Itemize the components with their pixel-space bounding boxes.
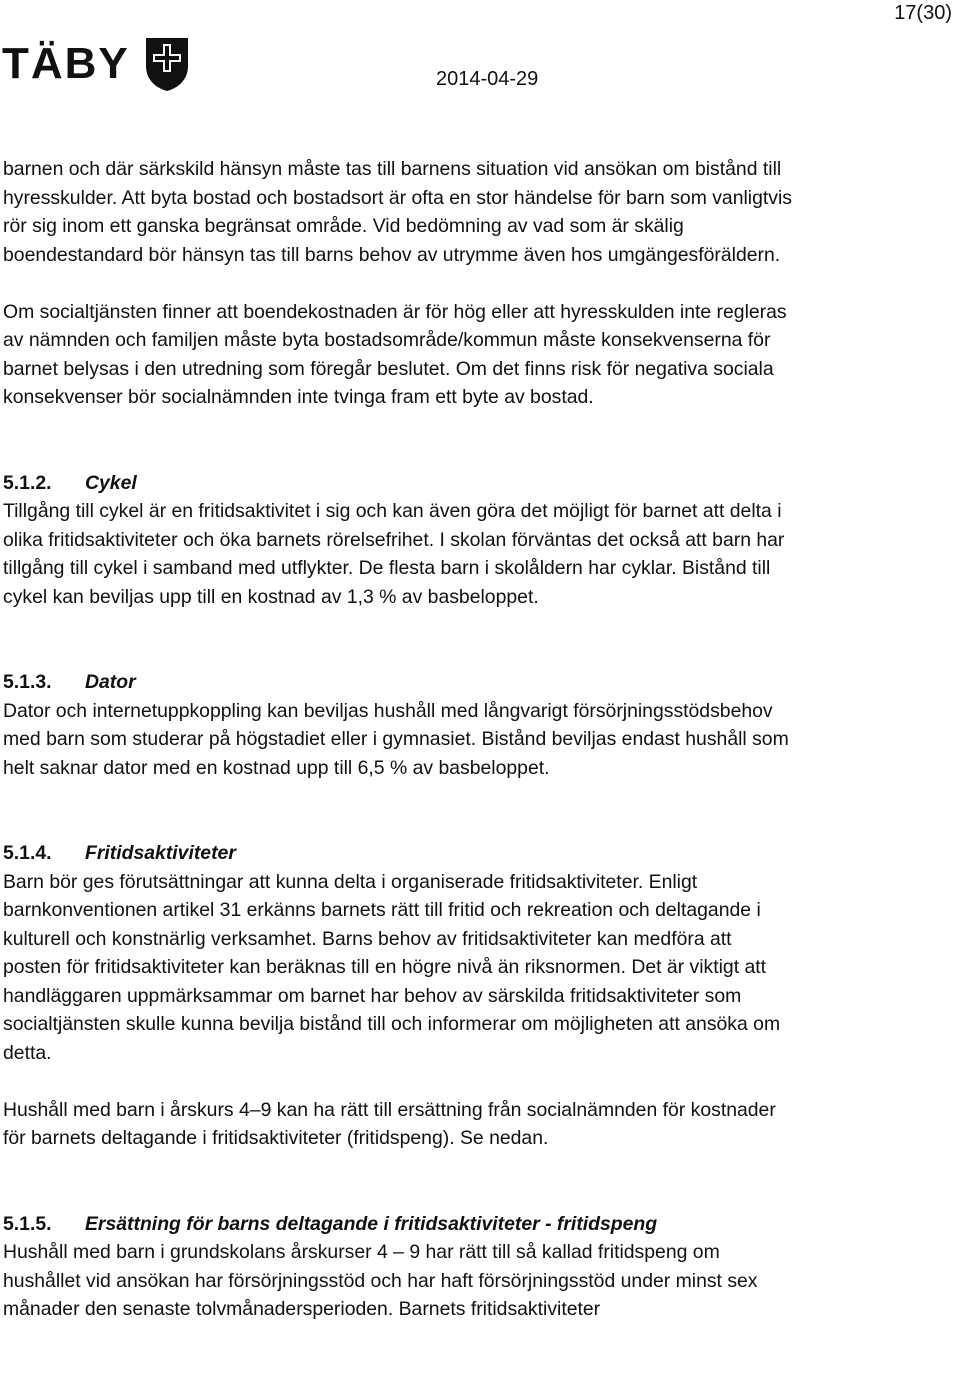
taby-logo	[2, 36, 190, 92]
logo-text: TÄBY	[2, 39, 130, 88]
section-heading-fritidspeng	[3, 1210, 793, 1239]
paragraph: barnen och där särkskild hänsyn måste tas till barnens situation vid ansökan om bistånd till hyresskulder. Att byta bostad och bostadsort är ofta en stor händelse för barn som vanligtvis rör sig inom ett ganska begränsat område. Vid bedömning av vad som är skälig boendestandard bör hänsyn tas till barns behov av utrymme även hos umgängesföräldern.	[3, 158, 792, 266]
section-title: Dator	[85, 671, 136, 693]
section-number: 5.1.4.	[3, 842, 52, 864]
section-title: Fritidsaktiviteter	[85, 842, 236, 864]
paragraph: Hushåll med barn i grundskolans årskurser 4 – 9 har rätt till så kallad fritidspeng om hushållet vid ansökan har försörjningsstöd och har haft försörjningsstöd under minst sex månader den senaste tolvmånadersperioden. Barnets fritidsaktiviteter	[3, 1241, 758, 1320]
section-number: 5.1.5.	[3, 1212, 52, 1235]
crest-icon	[144, 36, 190, 92]
document-date: 2014-04-29	[436, 68, 539, 90]
section-title: Cykel	[85, 471, 137, 494]
paragraph: Barn bör ges förutsättningar att kunna delta i organiserade fritidsaktiviteter. Enligt barnkonventionen artikel 31 erkänns barnets rätt till fritid och rekreation och deltagande i kulturell och konstnärlig verksamhet. Barns behov av fritidsaktiviteter kan medföra att posten för fritidsaktiviteter kan beräknas till en högre nivå än riksnormen. Det är viktigt att handläggaren uppmärksammar om barnet har behov av särskilda fritidsaktiviteter som socialtjänsten skulle kunna bevilja bistånd till och informerar om möjligheten att ansöka om detta.	[3, 870, 781, 1064]
page-number: 17(30)	[894, 2, 952, 24]
paragraph: Tillgång till cykel är en fritidsaktivitet i sig och kan även göra det möjligt för barnet att delta i olika fritidsaktiviteter och öka barnets rörelsefrihet. I skolan förväntas det också att barn har tillgång till cykel i samband med utflykter. De flesta barn i skolåldern har cyklar. Bistånd till cykel kan beviljas upp till en kostnad av 1,3 % av basbeloppet.	[3, 500, 785, 608]
paragraph: Dator och internetuppkoppling kan beviljas hushåll med långvarigt försörjningsstödsbehov med barn som studerar på högstadiet eller i gymnasiet. Bistånd beviljas endast hushåll som helt saknar dator med en kostnad upp till 6,5 % av basbeloppet.	[3, 699, 789, 779]
section-number: 5.1.3.	[3, 671, 52, 693]
section-heading-cykel	[3, 469, 793, 498]
section-title: Ersättning för barns deltagande i fritidsaktiviteter - fritidspeng	[85, 1212, 658, 1235]
paragraph: Hushåll med barn i årskurs 4–9 kan ha rätt till ersättning från socialnämnden för kostnader för barnets deltagande i fritidsaktiviteter (fritidspeng). Se nedan.	[3, 1098, 776, 1149]
section-heading-dator	[3, 668, 793, 697]
section-heading-fritidsaktiviteter	[3, 839, 793, 868]
section-number: 5.1.2.	[3, 471, 52, 494]
paragraph: Om socialtjänsten finner att boendekostnaden är för hög eller att hyresskulden inte regleras av nämnden och familjen måste byta bostadsområde/kommun måste konsekvenserna för barnet belysas i den utredning som föregår beslutet. Om det finns risk för negativa sociala konsekvenser bör socialnämnden inte tvinga fram ett byte av bostad.	[3, 300, 787, 408]
document-body	[3, 155, 793, 1324]
